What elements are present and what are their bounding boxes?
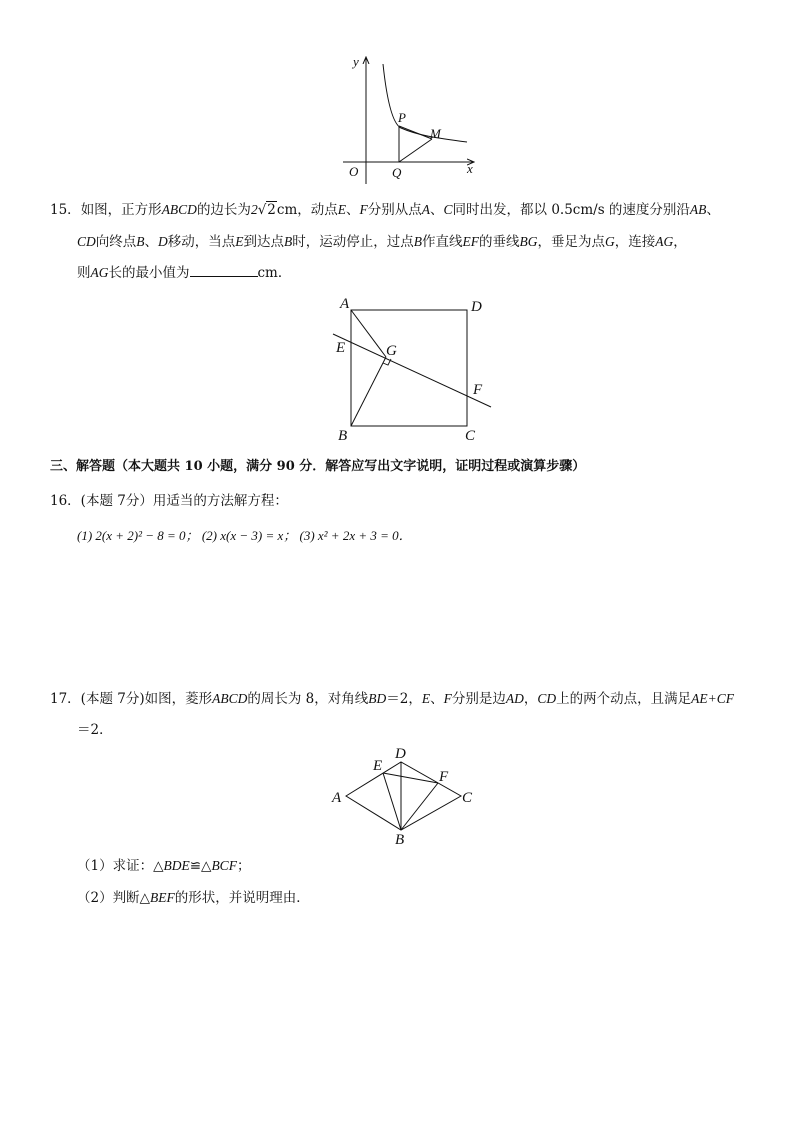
label-G: G — [386, 343, 397, 359]
var: G — [605, 234, 615, 249]
text: 的形状，并说明理由． — [174, 890, 310, 906]
var: BG — [519, 234, 538, 249]
label-x: x — [467, 161, 473, 176]
section-3-header: 三、解答题（本大题共 10 小题，满分 90 分．解答应写出文字说明，证明过程或演算步骤） — [50, 459, 586, 474]
var: E — [337, 202, 347, 217]
text: 分别是边 — [451, 691, 506, 707]
var: AD — [505, 691, 524, 706]
label-F: F — [439, 769, 449, 785]
label-F: F — [473, 382, 483, 398]
segment-PM — [399, 126, 432, 139]
q17-part1 — [77, 857, 250, 875]
text: 、 — [430, 202, 444, 218]
q15-line2 — [77, 233, 687, 251]
q15-line3 — [77, 264, 291, 282]
var: B — [136, 234, 145, 249]
var: D — [158, 234, 168, 249]
text: 、 — [144, 234, 159, 250]
q17-line1 — [50, 690, 734, 708]
var: CD — [77, 234, 96, 249]
segment-BF — [401, 783, 438, 830]
q17-line2: ＝2． — [77, 722, 113, 738]
var: EF — [462, 234, 480, 249]
text: 、 — [706, 202, 720, 218]
var: BCF — [211, 858, 237, 873]
var: CD — [537, 691, 557, 706]
text: ，垂足为点 — [537, 234, 606, 250]
text: 分别从点 — [367, 202, 422, 218]
q17-part2 — [77, 889, 310, 907]
text: 上的两个动点，且满足 — [556, 691, 692, 707]
figure-rhombus — [326, 742, 476, 848]
var: BD — [368, 691, 387, 706]
text: 则 — [77, 265, 91, 281]
text: （2）判断△ — [77, 890, 150, 906]
coef: 2 — [250, 202, 258, 217]
radicand: 2 — [267, 202, 276, 218]
label-P: P — [398, 110, 406, 125]
text: 长的最小值为 — [108, 265, 190, 281]
var: ABCD — [161, 202, 197, 217]
segment-QM — [399, 139, 432, 162]
var: E — [235, 234, 244, 249]
var: E — [421, 691, 431, 706]
var: AE+CF — [691, 691, 734, 706]
label-B: B — [395, 832, 405, 848]
q16-header: 16．(本题 7分）用适当的方法解方程： — [50, 493, 288, 509]
text: 时，运动停止，过点 — [292, 234, 414, 250]
var: C — [443, 202, 453, 217]
label-M: M — [430, 126, 441, 141]
var: ABCD — [212, 691, 248, 706]
text: 作直线 — [422, 234, 463, 250]
var: BEF — [149, 890, 175, 905]
equation-2: (2) x(x − 3) = x； — [201, 528, 297, 543]
q16-equations — [77, 527, 412, 545]
equation-1: (1) 2(x + 2)² − 8 = 0； — [77, 528, 199, 543]
var: B — [413, 234, 423, 249]
var: F — [359, 202, 368, 217]
label-Q: Q — [392, 165, 402, 180]
label-E: E — [373, 758, 383, 774]
text: ； — [236, 858, 251, 874]
label-y: y — [353, 54, 359, 69]
text: cm． — [257, 265, 292, 281]
square-ABCD — [351, 310, 467, 426]
label-A: A — [340, 296, 350, 312]
label-A: A — [332, 790, 342, 806]
text: ， — [673, 234, 687, 250]
var: BDE — [163, 858, 190, 873]
label-C: C — [462, 790, 473, 806]
text: 如图，正方形 — [80, 202, 162, 218]
text: 、 — [346, 202, 360, 218]
var: F — [443, 691, 452, 706]
q15-radical: 2√2 — [250, 202, 276, 218]
q15-number: 15． — [50, 202, 81, 218]
text: 17．(本题 7分)如图，菱形 — [50, 691, 213, 707]
text: 到达点 — [243, 234, 285, 250]
segment-BG — [351, 357, 386, 426]
label-D: D — [471, 299, 482, 315]
var: AG — [90, 265, 109, 280]
equation-3: (3) x² + 2x + 3 = 0． — [299, 528, 412, 543]
text: 移动，当点 — [167, 234, 236, 250]
text: ， — [523, 691, 538, 707]
text: 的边长为 — [196, 202, 251, 218]
var: AB — [689, 202, 707, 217]
text: ＝2， — [386, 691, 422, 707]
label-D: D — [395, 746, 406, 762]
text: 同时出发，都以 0.5cm/s 的速度分别沿 — [452, 202, 690, 218]
figure-hyperbola — [335, 52, 485, 187]
text: cm，动点 — [276, 202, 338, 218]
label-B: B — [338, 428, 348, 444]
text: 向终点 — [95, 234, 137, 250]
text: 的垂线 — [479, 234, 520, 250]
var: A — [421, 202, 431, 217]
label-C: C — [465, 428, 476, 444]
text: （1）求证：△ — [77, 858, 164, 874]
hyperbola-curve — [383, 64, 467, 142]
figure-square — [325, 290, 500, 445]
label-O: O — [349, 164, 359, 179]
answer-blank[interactable] — [190, 264, 258, 277]
segment-BE — [383, 773, 401, 830]
var: AG — [655, 234, 674, 249]
text: ，连接 — [614, 234, 656, 250]
label-E: E — [336, 340, 346, 356]
text: ≌△ — [189, 858, 212, 874]
text: 、 — [430, 691, 444, 707]
text: 的周长为 8，对角线 — [247, 691, 369, 707]
var: B — [284, 234, 293, 249]
q15-line1 — [50, 201, 720, 219]
